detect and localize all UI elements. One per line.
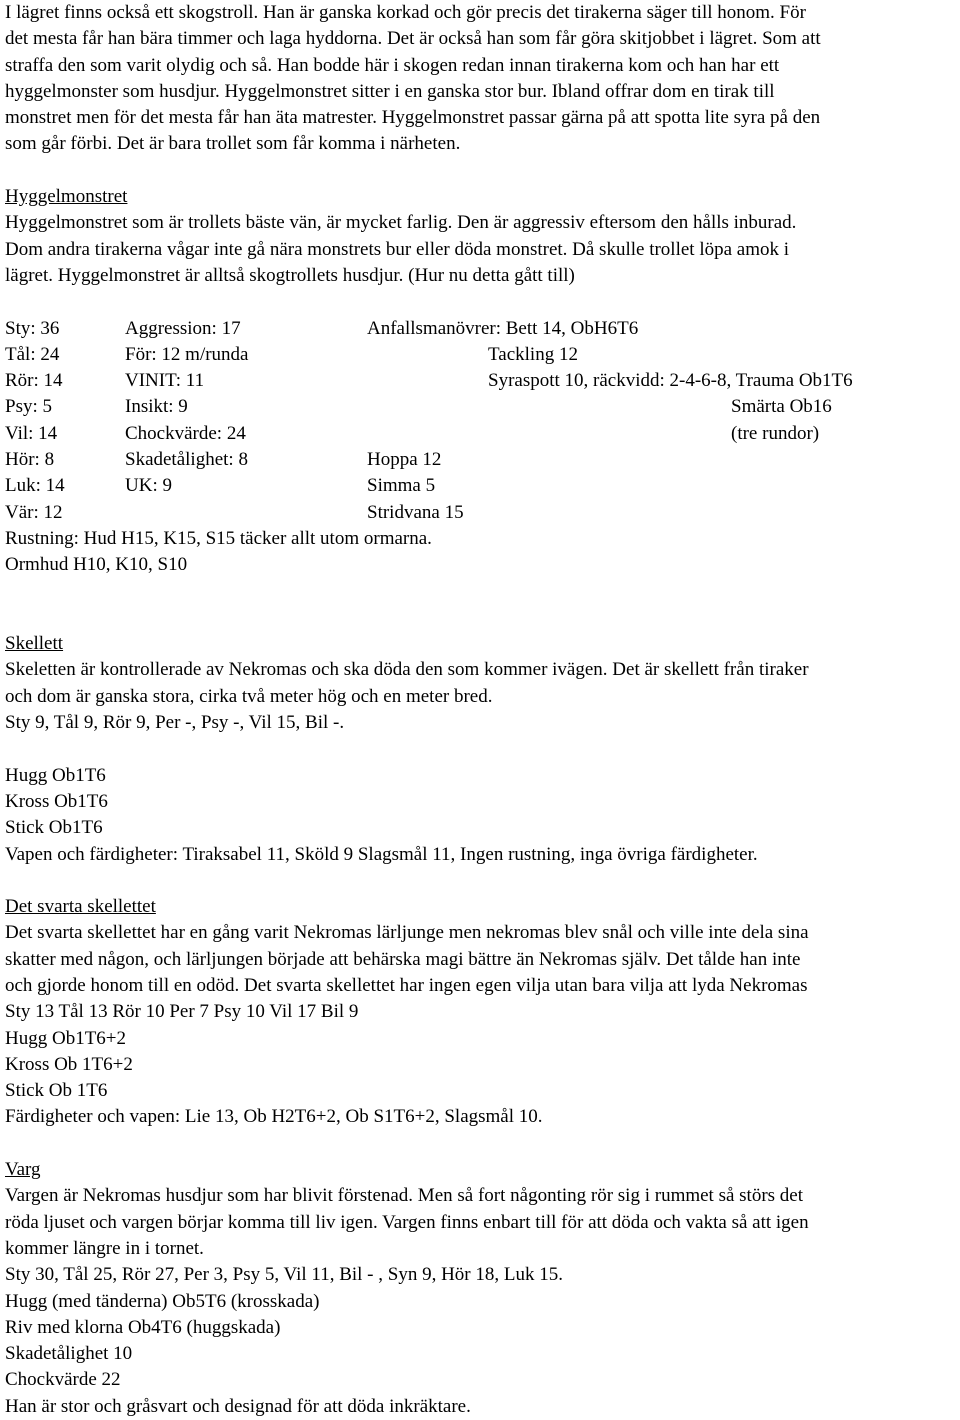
spacer [5,579,957,605]
stat-block [5,316,957,526]
section-heading: Skellett [5,633,64,655]
skellett-section [5,631,957,868]
stat-cell: Chockvärde: 24 [125,422,246,444]
stat-cell: VINIT: 11 [125,370,205,392]
stat-row [5,342,957,368]
stat-row [5,500,957,526]
stat-cell: Rör: 14 [5,370,63,392]
spacer [5,158,957,184]
hyggelmonstret-section [5,184,957,578]
text-line: straffa den som varit olydig och så. Han bodde här i skogen redan innan tirakerna kom och han har ett [5,54,780,76]
text-line: röda ljuset och vargen börjar komma till liv igen. Vargen finns enbart till för att döda och vakta så att igen [5,1211,809,1233]
document-page [5,0,957,1420]
section-heading: Det svarta skellettet [5,896,156,918]
text-line: skatter med någon, och lärljungen började att behärska magi bättre än Nekromas själv. Det tålde han inte [5,948,801,970]
attack-line: Stick Ob1T6 [5,817,103,839]
armor-line: Ormhud H10, K10, S10 [5,554,188,576]
stat-cell: Hör: 8 [5,449,55,471]
stat-row [5,394,957,420]
stat-row [5,368,957,394]
intro-paragraph [5,0,957,158]
text-line: det mesta får han bära timmer och laga hyddorna. Det är också han som får göra skitjobbet i lägret. Som att [5,28,821,50]
text-line: Vargen är Nekromas husdjur som har blivit förstenad. Men så fort någonting rör sig i rummet så störs det [5,1185,804,1207]
stat-cell: Smärta Ob16 [731,396,832,418]
stat-cell: Psy: 5 [5,396,52,418]
text-line: Sty 30, Tål 25, Rör 27, Per 3, Psy 5, Vil 11, Bil - , Syn 9, Hör 18, Luk 15. [5,1264,563,1286]
text-line: Hugg (med tänderna) Ob5T6 (krosskada) [5,1290,320,1312]
svarta-skellettet-section [5,894,957,1131]
spacer [5,605,957,631]
stat-cell: Anfallsmanövrer: Bett 14, ObH6T6 [367,317,639,339]
text-line: Han är stor och gråsvart och designad för att döda inkräktare. [5,1395,471,1417]
text-line: Skeletten är kontrollerade av Nekromas och ska döda den som kommer ivägen. Det är skellett från tiraker [5,659,809,681]
stat-row [5,447,957,473]
text-line: hyggelmonster som husdjur. Hyggelmonstret sitter i en ganska stor bur. Ibland offrar dom en tirak till [5,80,775,102]
text-line: monstret men för det mesta får han äta matrester. Hyggelmonstret passar gärna på att spotta lite syra på den [5,107,821,129]
text-line: Det svarta skellettet har en gång varit Nekromas lärljunge men nekromas blev snål och ville inte dela sina [5,922,809,944]
stat-cell: UK: 9 [125,475,172,497]
text-line: Chockvärde 22 [5,1369,121,1391]
stat-cell: Vil: 14 [5,422,58,444]
text-line: Stick Ob 1T6 [5,1080,108,1102]
stat-row [5,473,957,499]
section-heading: Hyggelmonstret [5,186,128,208]
text-line: och gjorde honom till en odöd. Det svarta skellettet har ingen egen vilja utan bara vilja att lyda Nekromas [5,974,808,996]
stat-cell: Stridvana 15 [367,501,464,523]
text-line: kommer längre in i tornet. [5,1237,204,1259]
text-line: som går förbi. Det är bara trollet som får komma i närheten. [5,133,461,155]
stat-cell: Hoppa 12 [367,449,442,471]
spacer [5,1131,957,1157]
text-line: Färdigheter och vapen: Lie 13, Ob H2T6+2, Ob S1T6+2, Slagsmål 10. [5,1106,543,1128]
spacer [5,736,957,762]
text-line: I lägret finns också ett skogstroll. Han är ganska korkad och gör precis det tirakerna säger till honom. För [5,2,806,23]
spacer [5,868,957,894]
stat-cell: Luk: 14 [5,475,65,497]
varg-section [5,1157,957,1420]
text-line: Riv med klorna Ob4T6 (huggskada) [5,1316,281,1338]
text-line: Sty 13 Tål 13 Rör 10 Per 7 Psy 10 Vil 17 Bil 9 [5,1001,359,1023]
stat-cell: Skadetålighet: 8 [125,449,248,471]
text-line: lägret. Hyggelmonstret är alltså skogtrollets husdjur. (Hur nu detta gått till) [5,264,575,286]
stat-cell: (tre rundor) [731,422,820,444]
text-line: Vapen och färdigheter: Tiraksabel 11, Sköld 9 Slagsmål 11, Ingen rustning, inga övriga färdigheter. [5,843,758,865]
attack-line: Hugg Ob1T6 [5,764,106,786]
text-line: Kross Ob 1T6+2 [5,1053,133,1075]
stat-cell: Tackling 12 [488,343,578,365]
text-line: Skadetålighet 10 [5,1343,133,1365]
stat-cell: Syraspott 10, räckvidd: 2-4-6-8, Trauma Ob1T6 [488,370,853,392]
stat-cell: Vär: 12 [5,501,63,523]
spacer [5,289,957,315]
text-line: och dom är ganska stora, cirka två meter hög och en meter bred. [5,685,493,707]
armor-line: Rustning: Hud H15, K15, S15 täcker allt utom ormarna. [5,527,432,549]
stat-cell: Simma 5 [367,475,436,497]
stat-cell: För: 12 m/runda [125,343,249,365]
stat-cell: Insikt: 9 [125,396,188,418]
stat-row [5,421,957,447]
stat-cell: Tål: 24 [5,343,60,365]
text-line: Hyggelmonstret som är trollets bäste vän, är mycket farlig. Den är aggressiv eftersom den hålls inburad. [5,212,797,234]
attack-line: Kross Ob1T6 [5,790,108,812]
stat-cell: Sty: 36 [5,317,60,339]
stat-cell: Aggression: 17 [125,317,241,339]
text-line: Hugg Ob1T6+2 [5,1027,127,1049]
text-line: Sty 9, Tål 9, Rör 9, Per -, Psy -, Vil 15, Bil -. [5,712,345,734]
text-line: Dom andra tirakerna vågar inte gå nära monstrets bur eller döda monstret. Då skulle trollet löpa amok i [5,238,790,260]
stat-row [5,316,957,342]
section-heading: Varg [5,1159,41,1181]
